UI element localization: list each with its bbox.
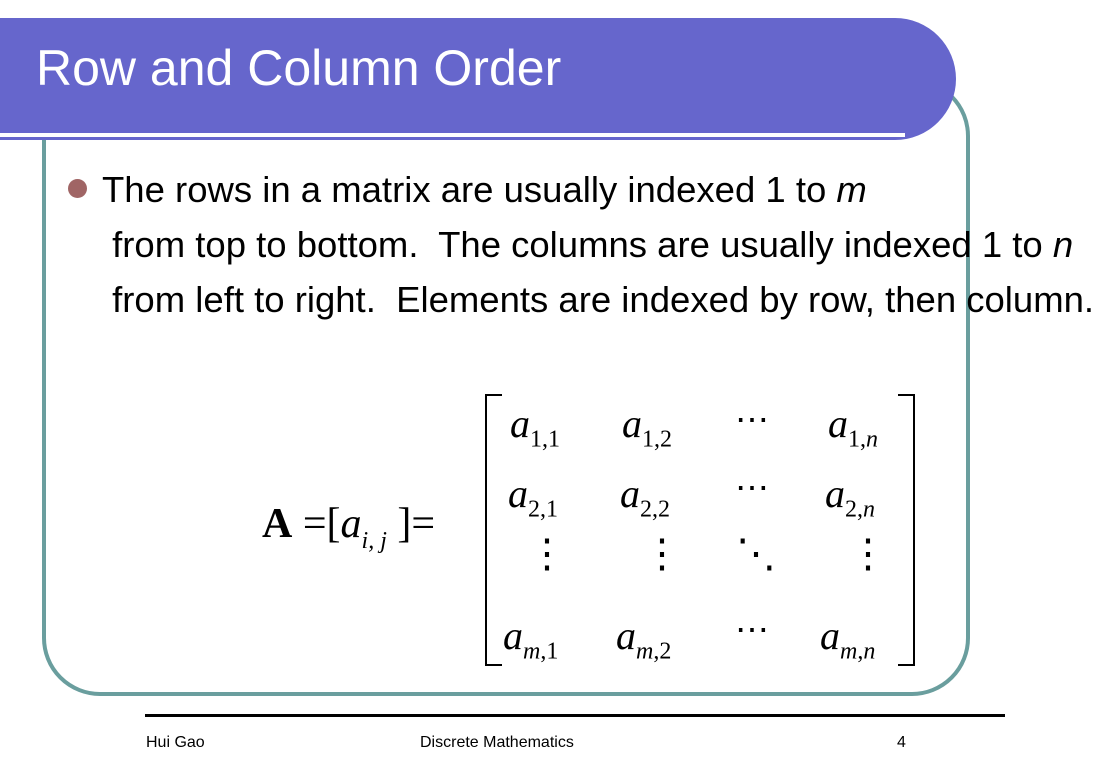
footer-course: Discrete Mathematics bbox=[420, 734, 574, 751]
matrix-cell-3-3: ⋱ bbox=[736, 531, 776, 576]
bullet-text-part2: from top to bottom. The columns are usually indexed 1 to bbox=[102, 224, 1053, 265]
matrix-cell-2-4: $a_{2,n}$ bbox=[825, 471, 875, 523]
variable-n: n bbox=[1052, 224, 1074, 265]
matrix-cell-1-4: $a_{1,n}$ bbox=[828, 401, 878, 453]
footer-author: Hui Gao bbox=[146, 734, 205, 751]
matrix-cell-3-4: ⋮ bbox=[848, 531, 888, 576]
close-bracket: ] bbox=[397, 501, 412, 547]
bullet-text-part3: from left to right. Elements are indexed by row, then column. bbox=[102, 279, 1094, 320]
matrix-cell-2-2: $a_{2,2}$ bbox=[620, 471, 670, 523]
matrix-cell-4-1: $a_{m,1}$ bbox=[503, 613, 559, 665]
matrix-definition bbox=[262, 500, 435, 555]
element-subscript: i, j bbox=[361, 527, 387, 554]
matrix-right-bracket bbox=[898, 394, 915, 666]
equals-sign: = bbox=[302, 501, 327, 547]
matrix-cell-3-2: ⋮ bbox=[642, 531, 682, 576]
matrix-cell-2-1: $a_{2,1}$ bbox=[508, 471, 558, 523]
matrix-cell-1-1: $a_{1,1}$ bbox=[510, 401, 560, 453]
footer-divider bbox=[145, 714, 1005, 717]
matrix-cell-1-3: ⋯ bbox=[735, 402, 771, 439]
slide-title: Row and Column Order bbox=[36, 40, 562, 96]
title-underline bbox=[0, 133, 905, 137]
element-variable: a bbox=[340, 501, 362, 547]
open-bracket: [ bbox=[326, 501, 341, 547]
matrix-cell-4-2: $a_{m,2}$ bbox=[616, 613, 672, 665]
matrix-cell-2-3: ⋯ bbox=[735, 470, 771, 507]
bullet-text-part1: The rows in a matrix are usually indexed 1 to bbox=[102, 169, 837, 210]
matrix-cell-4-3: ⋯ bbox=[735, 612, 771, 649]
matrix-name: A bbox=[262, 501, 293, 547]
matrix-cell-1-2: $a_{1,2}$ bbox=[622, 401, 672, 453]
matrix-cell-4-4: $a_{m,n}$ bbox=[820, 613, 876, 665]
page-number: 4 bbox=[897, 734, 906, 751]
variable-m: m bbox=[836, 169, 867, 210]
matrix-left-bracket bbox=[485, 394, 502, 666]
equals-sign-2: = bbox=[411, 501, 436, 547]
matrix-cell-3-1: ⋮ bbox=[527, 531, 567, 576]
bullet-icon bbox=[68, 179, 87, 198]
bullet-text bbox=[102, 162, 1094, 327]
